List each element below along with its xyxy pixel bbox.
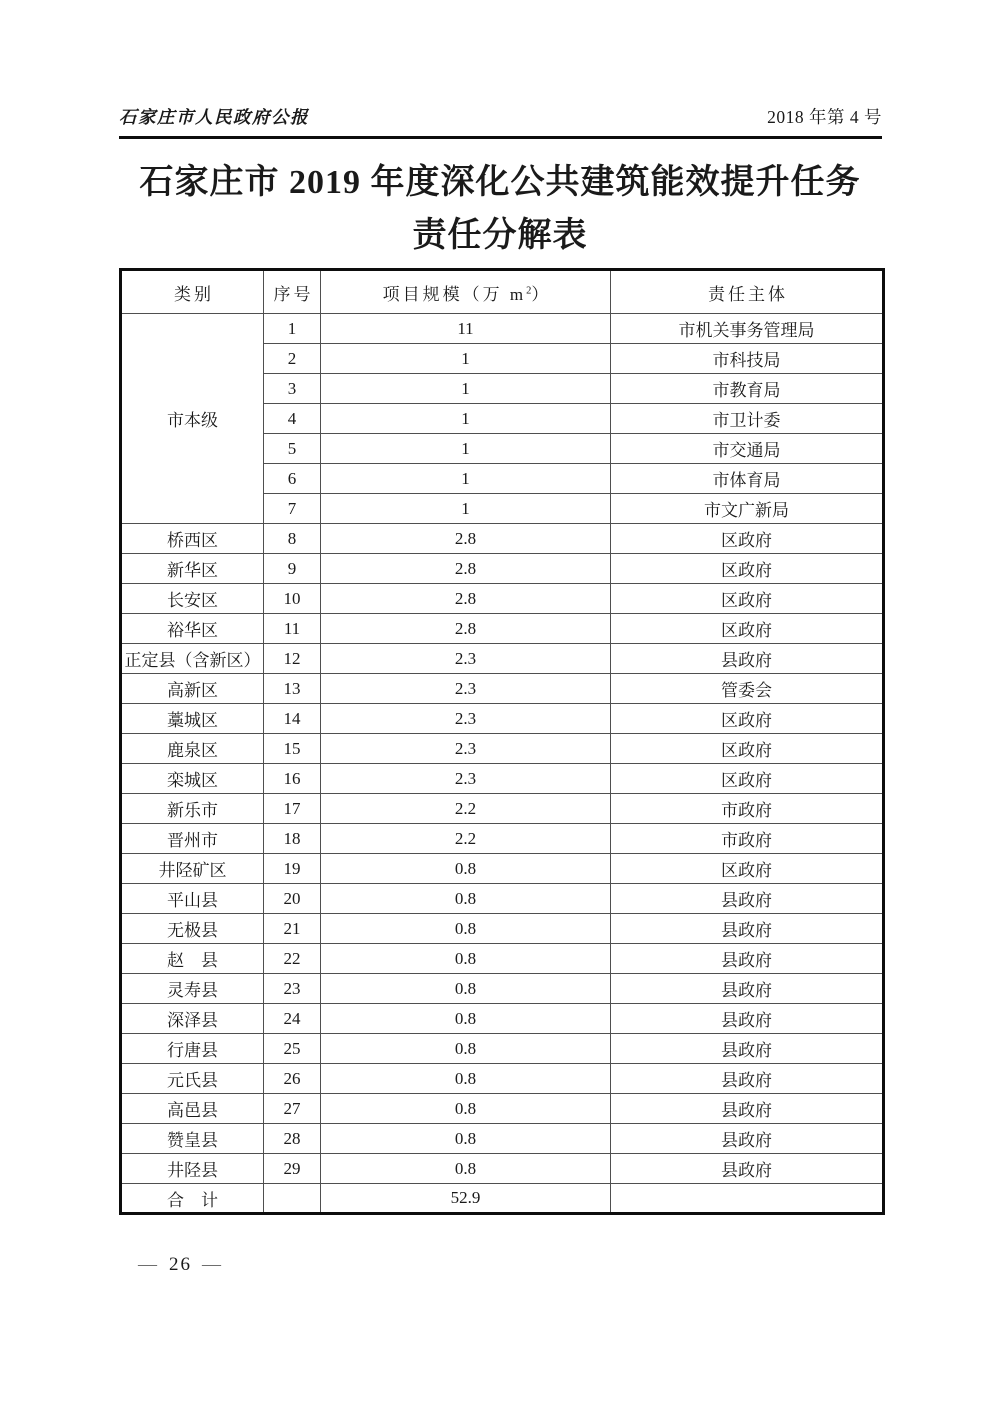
category-cell: 长安区 <box>121 584 264 614</box>
table-row <box>121 764 884 794</box>
scale-cell: 0.8 <box>321 1094 611 1124</box>
index-cell: 10 <box>264 584 321 614</box>
scale-cell: 0.8 <box>321 914 611 944</box>
scale-cell: 0.8 <box>321 1124 611 1154</box>
table-row <box>121 884 884 914</box>
scale-cell: 0.8 <box>321 1004 611 1034</box>
scale-cell: 0.8 <box>321 854 611 884</box>
header-responsible: 责任主体 <box>611 270 884 314</box>
responsible-cell: 区政府 <box>611 764 884 794</box>
table-row <box>121 1124 884 1154</box>
scale-cell: 2.2 <box>321 794 611 824</box>
scale-cell: 0.8 <box>321 944 611 974</box>
table-row <box>121 1004 884 1034</box>
category-cell: 平山县 <box>121 884 264 914</box>
responsible-cell: 区政府 <box>611 584 884 614</box>
responsible-cell: 县政府 <box>611 944 884 974</box>
category-cell: 新乐市 <box>121 794 264 824</box>
scale-cell: 2.3 <box>321 644 611 674</box>
table-row <box>121 314 884 344</box>
index-cell <box>264 1184 321 1214</box>
table-row <box>121 1094 884 1124</box>
table-row <box>121 794 884 824</box>
index-cell: 6 <box>264 464 321 494</box>
index-cell: 28 <box>264 1124 321 1154</box>
index-cell: 17 <box>264 794 321 824</box>
responsible-cell: 市政府 <box>611 794 884 824</box>
table-row <box>121 554 884 584</box>
index-cell: 12 <box>264 644 321 674</box>
scale-cell: 2.8 <box>321 524 611 554</box>
index-cell: 27 <box>264 1094 321 1124</box>
index-cell: 5 <box>264 434 321 464</box>
responsible-cell: 县政府 <box>611 1064 884 1094</box>
responsible-cell: 市教育局 <box>611 374 884 404</box>
issue-number: 2018 年第 4 号 <box>767 107 882 127</box>
category-cell: 正定县（含新区） <box>121 644 264 674</box>
category-cell: 无极县 <box>121 914 264 944</box>
responsible-cell: 县政府 <box>611 974 884 1004</box>
scale-cell: 52.9 <box>321 1184 611 1214</box>
responsible-cell: 县政府 <box>611 884 884 914</box>
category-cell: 高新区 <box>121 674 264 704</box>
category-cell: 晋州市 <box>121 824 264 854</box>
scale-cell: 1 <box>321 404 611 434</box>
responsible-cell: 市机关事务管理局 <box>611 314 884 344</box>
index-cell: 20 <box>264 884 321 914</box>
responsible-cell: 区政府 <box>611 554 884 584</box>
task-allocation-table <box>119 268 885 1215</box>
table-row <box>121 734 884 764</box>
index-cell: 4 <box>264 404 321 434</box>
header-scale-superscript: 2 <box>526 284 532 296</box>
header-scale-prefix: 项目规模（万 m <box>382 284 527 304</box>
category-cell: 赞皇县 <box>121 1124 264 1154</box>
category-cell: 深泽县 <box>121 1004 264 1034</box>
scale-cell: 0.8 <box>321 1154 611 1184</box>
responsible-cell: 县政府 <box>611 1004 884 1034</box>
scale-cell: 2.3 <box>321 704 611 734</box>
scale-cell: 2.8 <box>321 584 611 614</box>
header-scale-suffix: ） <box>531 284 552 304</box>
scale-cell: 1 <box>321 434 611 464</box>
responsible-cell: 县政府 <box>611 1124 884 1154</box>
page-footer <box>128 1254 233 1276</box>
index-cell: 9 <box>264 554 321 584</box>
table-body <box>121 314 884 1214</box>
category-cell: 裕华区 <box>121 614 264 644</box>
table-row <box>121 1184 884 1214</box>
table-header-row <box>121 270 884 314</box>
scale-cell: 2.3 <box>321 734 611 764</box>
responsible-cell: 区政府 <box>611 704 884 734</box>
index-cell: 2 <box>264 344 321 374</box>
index-cell: 13 <box>264 674 321 704</box>
category-cell: 灵寿县 <box>121 974 264 1004</box>
scale-cell: 1 <box>321 494 611 524</box>
scale-cell: 0.8 <box>321 1064 611 1094</box>
category-cell: 新华区 <box>121 554 264 584</box>
responsible-cell: 市科技局 <box>611 344 884 374</box>
scale-cell: 1 <box>321 464 611 494</box>
header-index: 序号 <box>264 270 321 314</box>
category-cell: 栾城区 <box>121 764 264 794</box>
responsible-cell: 管委会 <box>611 674 884 704</box>
scale-cell: 2.3 <box>321 674 611 704</box>
index-cell: 23 <box>264 974 321 1004</box>
header-scale <box>321 270 611 314</box>
responsible-cell <box>611 1184 884 1214</box>
table-row <box>121 974 884 1004</box>
table-row <box>121 584 884 614</box>
scale-cell: 2.2 <box>321 824 611 854</box>
responsible-cell: 区政府 <box>611 614 884 644</box>
index-cell: 18 <box>264 824 321 854</box>
index-cell: 22 <box>264 944 321 974</box>
table-row <box>121 1034 884 1064</box>
table-row <box>121 614 884 644</box>
scale-cell: 0.8 <box>321 1034 611 1064</box>
responsible-cell: 区政府 <box>611 854 884 884</box>
scale-cell: 0.8 <box>321 974 611 1004</box>
responsible-cell: 市政府 <box>611 824 884 854</box>
scale-cell: 11 <box>321 314 611 344</box>
index-cell: 3 <box>264 374 321 404</box>
table-row <box>121 674 884 704</box>
table-row <box>121 824 884 854</box>
responsible-cell: 市交通局 <box>611 434 884 464</box>
category-cell: 桥西区 <box>121 524 264 554</box>
index-cell: 8 <box>264 524 321 554</box>
category-cell: 合 计 <box>121 1184 264 1214</box>
scale-cell: 1 <box>321 344 611 374</box>
document-title-line2: 责任分解表 <box>412 217 588 254</box>
responsible-cell: 区政府 <box>611 734 884 764</box>
responsible-cell: 县政府 <box>611 644 884 674</box>
responsible-cell: 市文广新局 <box>611 494 884 524</box>
footer-left-dash: — <box>138 1254 159 1275</box>
index-cell: 16 <box>264 764 321 794</box>
table-row <box>121 704 884 734</box>
scale-cell: 0.8 <box>321 884 611 914</box>
responsible-cell: 市体育局 <box>611 464 884 494</box>
index-cell: 29 <box>264 1154 321 1184</box>
index-cell: 11 <box>264 614 321 644</box>
category-cell: 行唐县 <box>121 1034 264 1064</box>
table-row <box>121 1064 884 1094</box>
responsible-cell: 县政府 <box>611 914 884 944</box>
responsible-cell: 区政府 <box>611 524 884 554</box>
header-category: 类别 <box>121 270 264 314</box>
category-cell: 高邑县 <box>121 1094 264 1124</box>
responsible-cell: 县政府 <box>611 1094 884 1124</box>
scale-cell: 2.8 <box>321 614 611 644</box>
scale-cell: 2.3 <box>321 764 611 794</box>
table-row <box>121 1154 884 1184</box>
category-cell: 井陉矿区 <box>121 854 264 884</box>
category-cell: 元氏县 <box>121 1064 264 1094</box>
category-cell: 赵 县 <box>121 944 264 974</box>
responsible-cell: 县政府 <box>611 1034 884 1064</box>
index-cell: 19 <box>264 854 321 884</box>
responsible-cell: 县政府 <box>611 1154 884 1184</box>
index-cell: 15 <box>264 734 321 764</box>
scale-cell: 1 <box>321 374 611 404</box>
document-title-line1: 石家庄市 2019 年度深化公共建筑能效提升任务 <box>139 164 861 201</box>
document-title <box>0 156 1000 262</box>
index-cell: 25 <box>264 1034 321 1064</box>
table-row <box>121 644 884 674</box>
index-cell: 21 <box>264 914 321 944</box>
category-cell: 市本级 <box>121 314 264 524</box>
index-cell: 1 <box>264 314 321 344</box>
index-cell: 26 <box>264 1064 321 1094</box>
footer-page-number: 26 <box>169 1254 192 1275</box>
journal-name: 石家庄市人民政府公报 <box>119 107 309 127</box>
index-cell: 7 <box>264 494 321 524</box>
index-cell: 24 <box>264 1004 321 1034</box>
footer-right-dash: — <box>202 1254 223 1275</box>
responsible-cell: 市卫计委 <box>611 404 884 434</box>
category-cell: 井陉县 <box>121 1154 264 1184</box>
category-cell: 藁城区 <box>121 704 264 734</box>
category-cell: 鹿泉区 <box>121 734 264 764</box>
index-cell: 14 <box>264 704 321 734</box>
scale-cell: 2.8 <box>321 554 611 584</box>
table-row <box>121 854 884 884</box>
table-row <box>121 914 884 944</box>
table-row <box>121 944 884 974</box>
table-row <box>121 524 884 554</box>
running-head <box>119 104 882 139</box>
